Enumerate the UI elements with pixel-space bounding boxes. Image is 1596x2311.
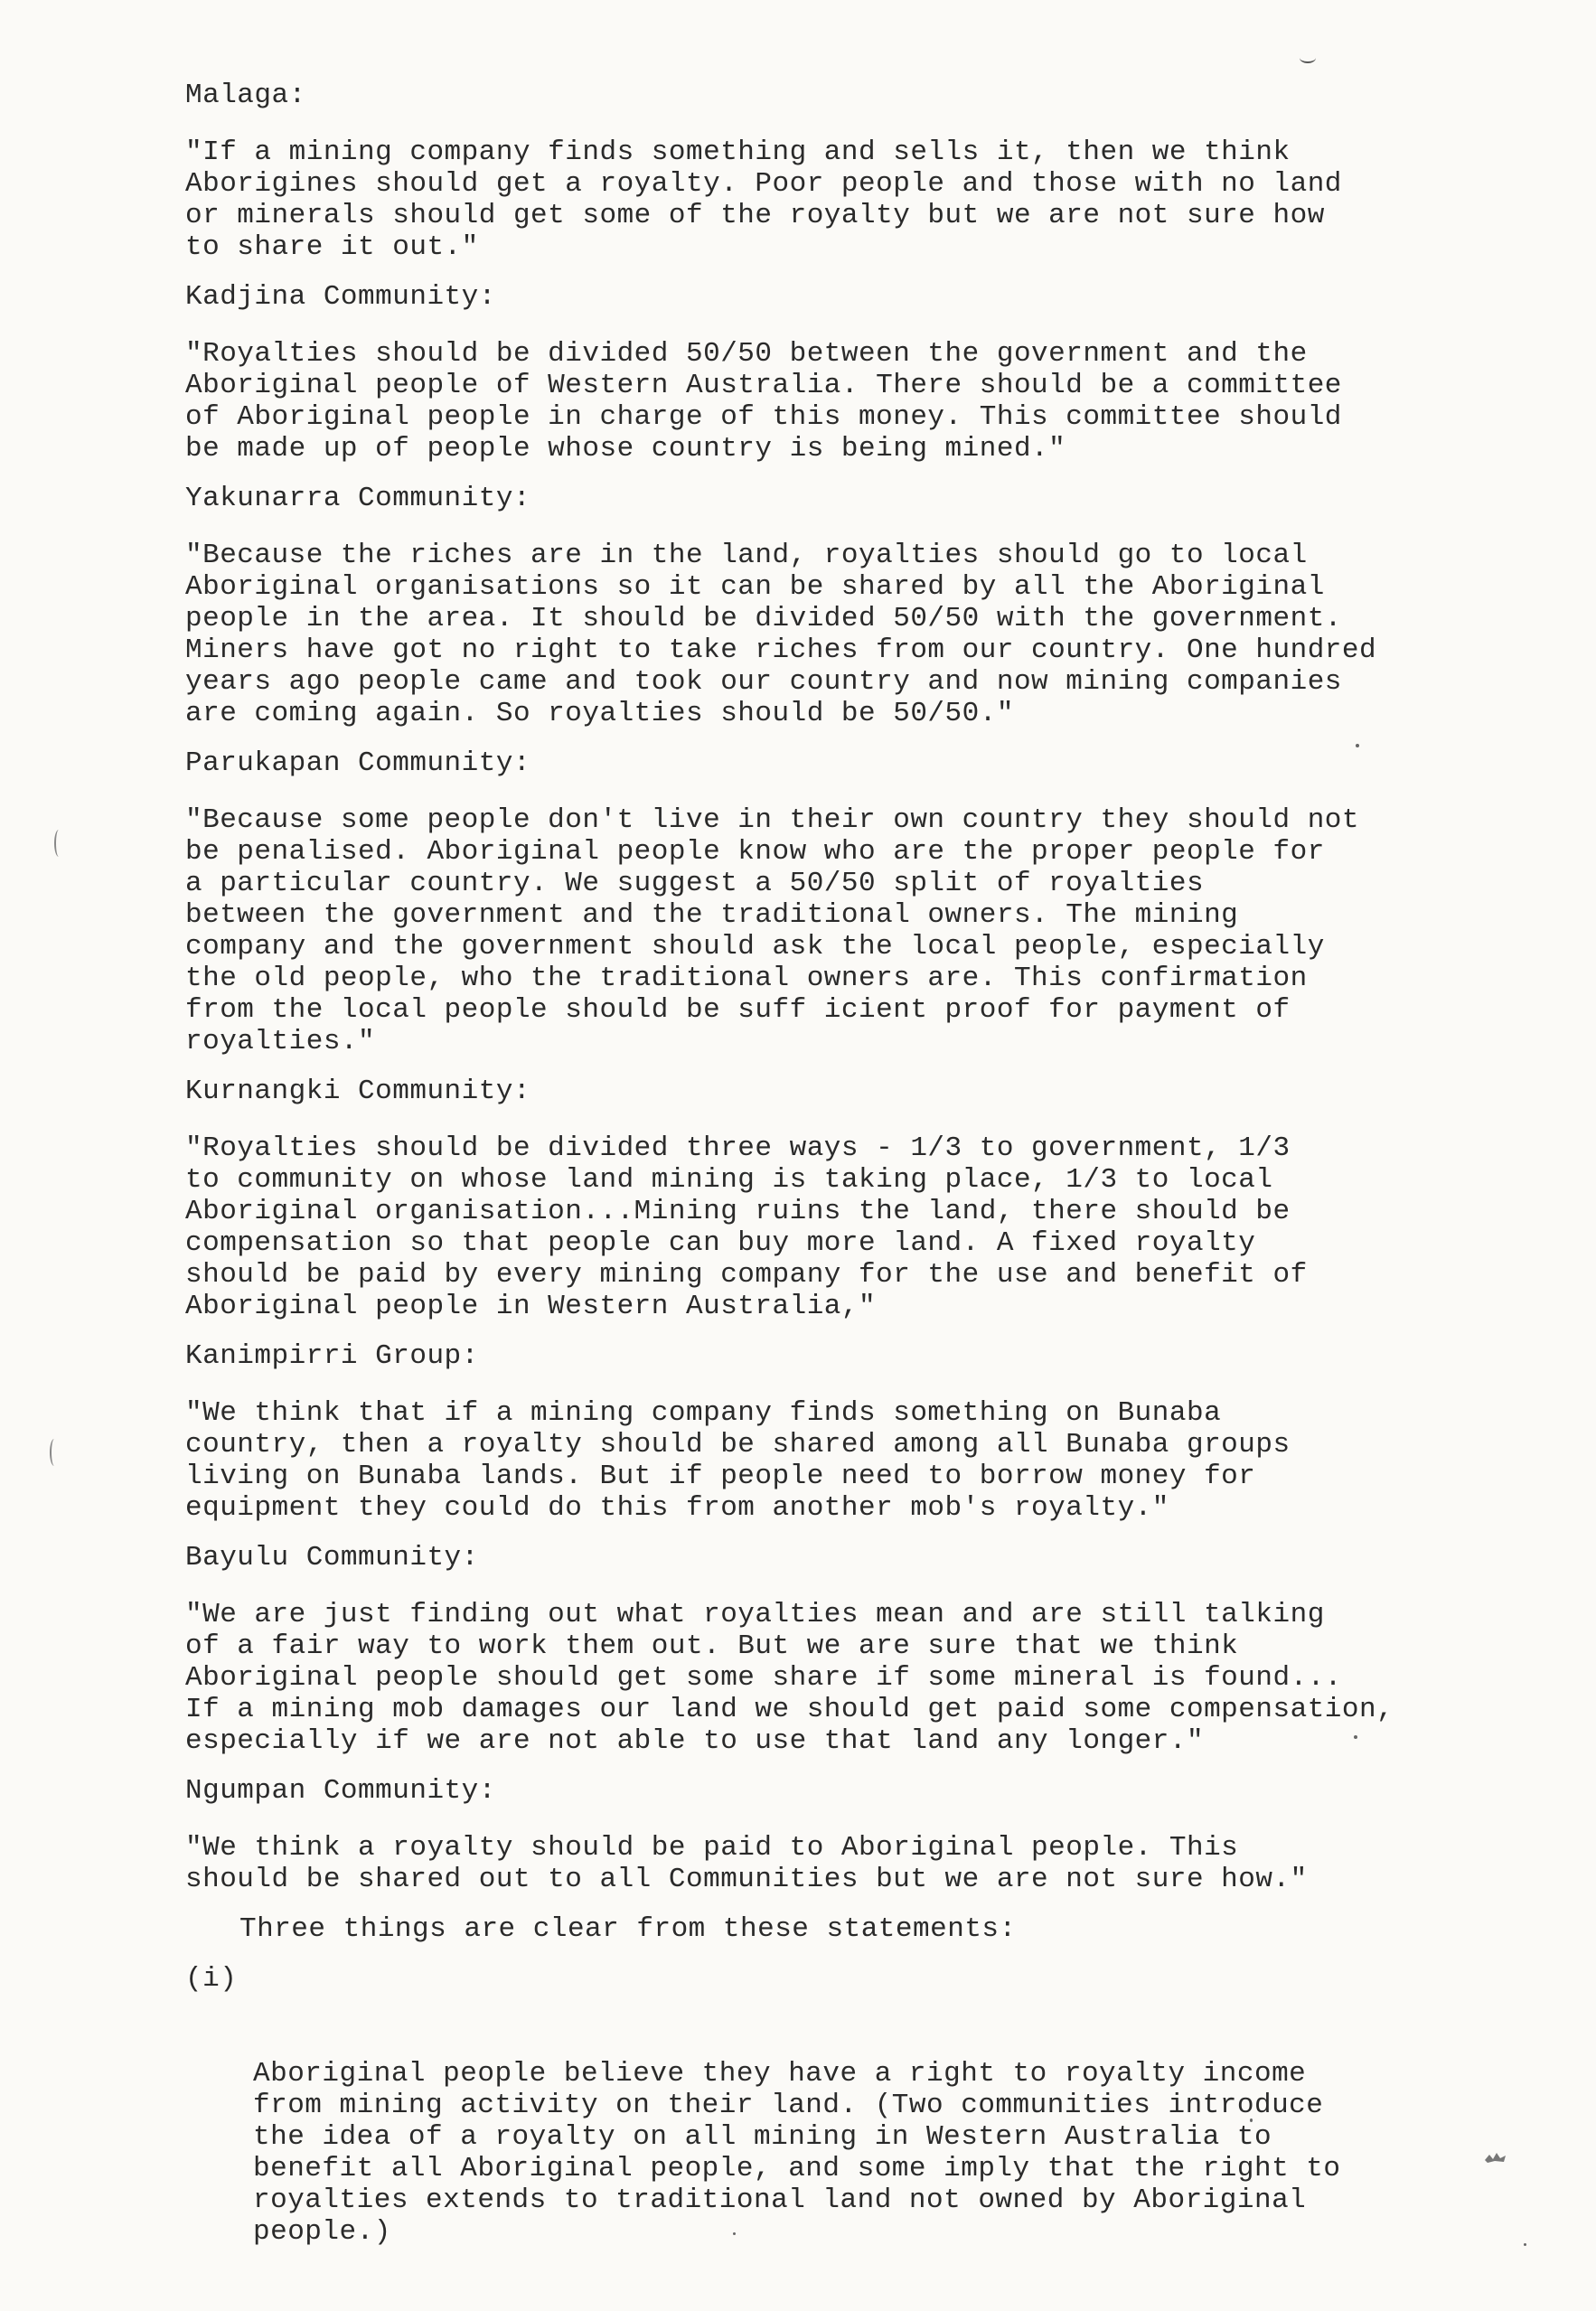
community-heading: Kanimpirri Group:: [185, 1340, 479, 1372]
scan-mark: [50, 1439, 59, 1466]
statement-section: [185, 1775, 1559, 1895]
community-heading: Malaga:: [185, 80, 306, 111]
community-heading: Kadjina Community:: [185, 281, 496, 313]
community-statement: "Royalties should be divided three ways - 1/3 to government, 1/3 to community on whose land mining is taking place, 1/3 to local Aboriginal organisation...Mining ruins the land, there should be compensation so that people can buy more land. A fixed royalty should be paid by every mining company for the use and benefit of Aboriginal people in Western Australia,": [185, 1132, 1308, 1322]
statement-section: [185, 1076, 1559, 1322]
statement-section: [185, 1340, 1559, 1524]
community-statement: "We think a royalty should be paid to Aboriginal people. This should be shared out to all Communities but we are not sure how.": [185, 1832, 1308, 1895]
statement-section: [185, 483, 1559, 729]
community-heading: Parukapan Community:: [185, 747, 531, 779]
list-item-text: Aboriginal people believe they have a right to royalty income from mining activity on their land. (Two communities introduce the idea of a royalty on all mining in Western Australia to benefit all Aboriginal people, and some imply that the right to royalties extends to traditional land not owned by Aboriginal people.): [253, 2058, 1341, 2248]
community-statement: "We think that if a mining company finds something on Bunaba country, then a royalty should be shared among all Bunaba groups living on Bunaba lands. But if people need to borrow money for equipment they could do this from another mob's royalty.": [185, 1397, 1291, 1524]
community-heading: Ngumpan Community:: [185, 1775, 496, 1807]
summary-intro: Three things are clear from these statements:: [239, 1913, 1017, 1945]
community-heading: Bayulu Community:: [185, 1542, 479, 1574]
statement-section: [185, 1542, 1559, 1757]
community-statement: "If a mining company finds something and sells it, then we think Aborigines should get a royalty. Poor people and those with no land or minerals should get some of the royalty but we are not sure how to share it out.": [185, 136, 1342, 263]
document-body: [185, 80, 1559, 2311]
statement-section: [185, 747, 1559, 1057]
community-statement: "Royalties should be divided 50/50 between the government and the Aboriginal people of Western Australia. There should be a committee of Aboriginal people in charge of this money. This committee should be made up of people whose country is being mined.": [185, 338, 1342, 465]
statement-section: [185, 281, 1559, 465]
community-statement: "We are just finding out what royalties mean and are still talking of a fair way to work them out. But we are sure that we think Aboriginal people should get some share if some mineral is found... If a mining mob damages our land we should get paid some compensation, especially if we are not able to use that land any longer.": [185, 1599, 1394, 1757]
statement-section: [185, 80, 1559, 263]
scan-mark: [1300, 52, 1316, 63]
scan-mark: [54, 830, 63, 857]
list-marker: (i): [185, 1963, 238, 1995]
community-heading: Yakunarra Community:: [185, 483, 531, 514]
community-statement: "Because some people don't live in their own country they should not be penalised. Aboriginal people know who are the proper people for a particular country. We suggest a 50/50 split of royalties between the government and the traditional owners. The mining company and the government should ask the local people, especially the old people, who the traditional owners are. This confirmation from the local people should be suff icient proof for payment of royalties.": [185, 804, 1360, 1057]
community-statement: "Because the riches are in the land, royalties should go to local Aboriginal organisations so it can be shared by all the Aboriginal people in the area. It should be divided 50/50 with the government. Miners have got no right to take riches from our country. One hundred years ago people came and took our country and now mining companies are coming again. So royalties should be 50/50.": [185, 540, 1377, 729]
summary-list-item: [185, 1963, 1559, 2311]
community-heading: Kurnangki Community:: [185, 1076, 531, 1107]
